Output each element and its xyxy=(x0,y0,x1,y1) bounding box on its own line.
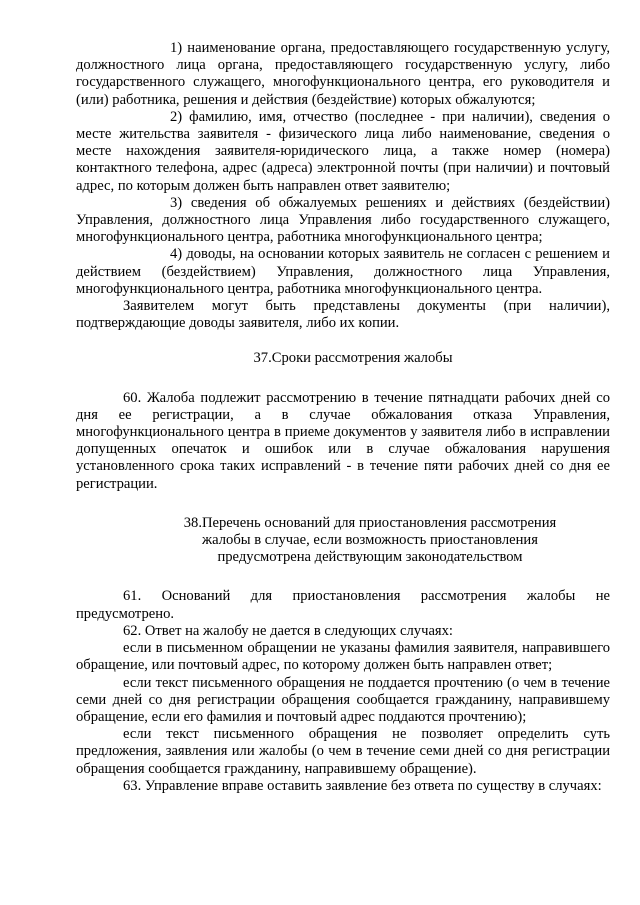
paragraph-63: 63. Управление вправе оставить заявление без ответа по существу в случаях: xyxy=(123,777,602,794)
case-item: если в письменном обращении не указаны фамилия заявителя, направившего обращение, или почтовый адрес, по которому должен быть направлен ответ; xyxy=(76,640,610,674)
paragraph-60: 60. Жалоба подлежит рассмотрению в течение пятнадцати рабочих дней со дня ее регистрации, а в случае обжалования отказа Управления, многофункционального центра в приеме документов у заявителя либо в исправлении допущенных опечаток и ошибок или в случае обжалования нарушения установленного срока таких исправлений - в течение пяти рабочих дней со дня ее регистрации. xyxy=(76,389,610,492)
list-item-number: 1) xyxy=(170,40,183,56)
case-item: если текст письменного обращения не поддается прочтению (о чем в течение семи дней со дня регистрации обращения сообщается гражданину, направившему обращение, если его фамилия и почтовый адрес поддаются прочтению); xyxy=(76,674,610,725)
case-item: если текст письменного обращения не позволяет определить суть предложения, заявления или жалобы (о чем в течение семи дней со дня регистрации обращения сообщается гражданину, направившему обращение). xyxy=(76,726,610,777)
list-item-text: доводы, на основании которых заявитель не согласен с решением и действием (бездействием) Управления, должностного лица Управления, многофункционального центра, работника многофункционального центра. xyxy=(76,246,610,297)
section-37-heading: 37.Сроки рассмотрения жалобы xyxy=(253,350,453,367)
paragraph-61: 61. Оснований для приостановления рассмотрения жалобы не предусмотрено. xyxy=(76,588,610,622)
document-page xyxy=(76,40,610,795)
list-item xyxy=(76,195,610,247)
section-38-heading: 38.Перечень оснований для приостановления рассмотрения жалобы в случае, если возможность приостановления предусмотрена действующим законодательством xyxy=(183,514,557,566)
list-item-number: 3) xyxy=(170,194,183,211)
list-item-text: фамилию, имя, отчество (последнее - при наличии), сведения о месте жительства заявителя - физического лица либо наименование, сведения о месте нахождения заявителя-юридического лица, а также номер (номера) контактного телефона, адрес (адреса) электронной почты (при наличии) и почтовый адрес, по которым должен быть направлен ответ заявителю; xyxy=(76,108,610,194)
list-item-text: сведения об обжалуемых решениях и действиях (бездействии) Управления, должностного лица Управления либо государственного служащего, многофункционального центра, работника многофункционального центра; xyxy=(76,194,610,246)
list-item xyxy=(76,109,610,195)
list-item xyxy=(76,246,610,298)
list-item xyxy=(76,40,610,109)
documents-note: Заявителем могут быть представлены документы (при наличии), подтверждающие доводы заявителя, либо их копии. xyxy=(76,298,610,332)
paragraph-62: 62. Ответ на жалобу не дается в следующих случаях: xyxy=(123,622,453,639)
list-item-number: 4) xyxy=(170,246,183,263)
list-item-text: наименование органа, предоставляющего государственную услугу, должностного лица органа, предоставляющего государственную услугу, либо государственного служащего, многофункционального центра, его руководителя и (или) работника, решения и действия (бездействие) которых обжалуются; xyxy=(76,40,610,108)
list-item-number: 2) xyxy=(170,108,183,125)
